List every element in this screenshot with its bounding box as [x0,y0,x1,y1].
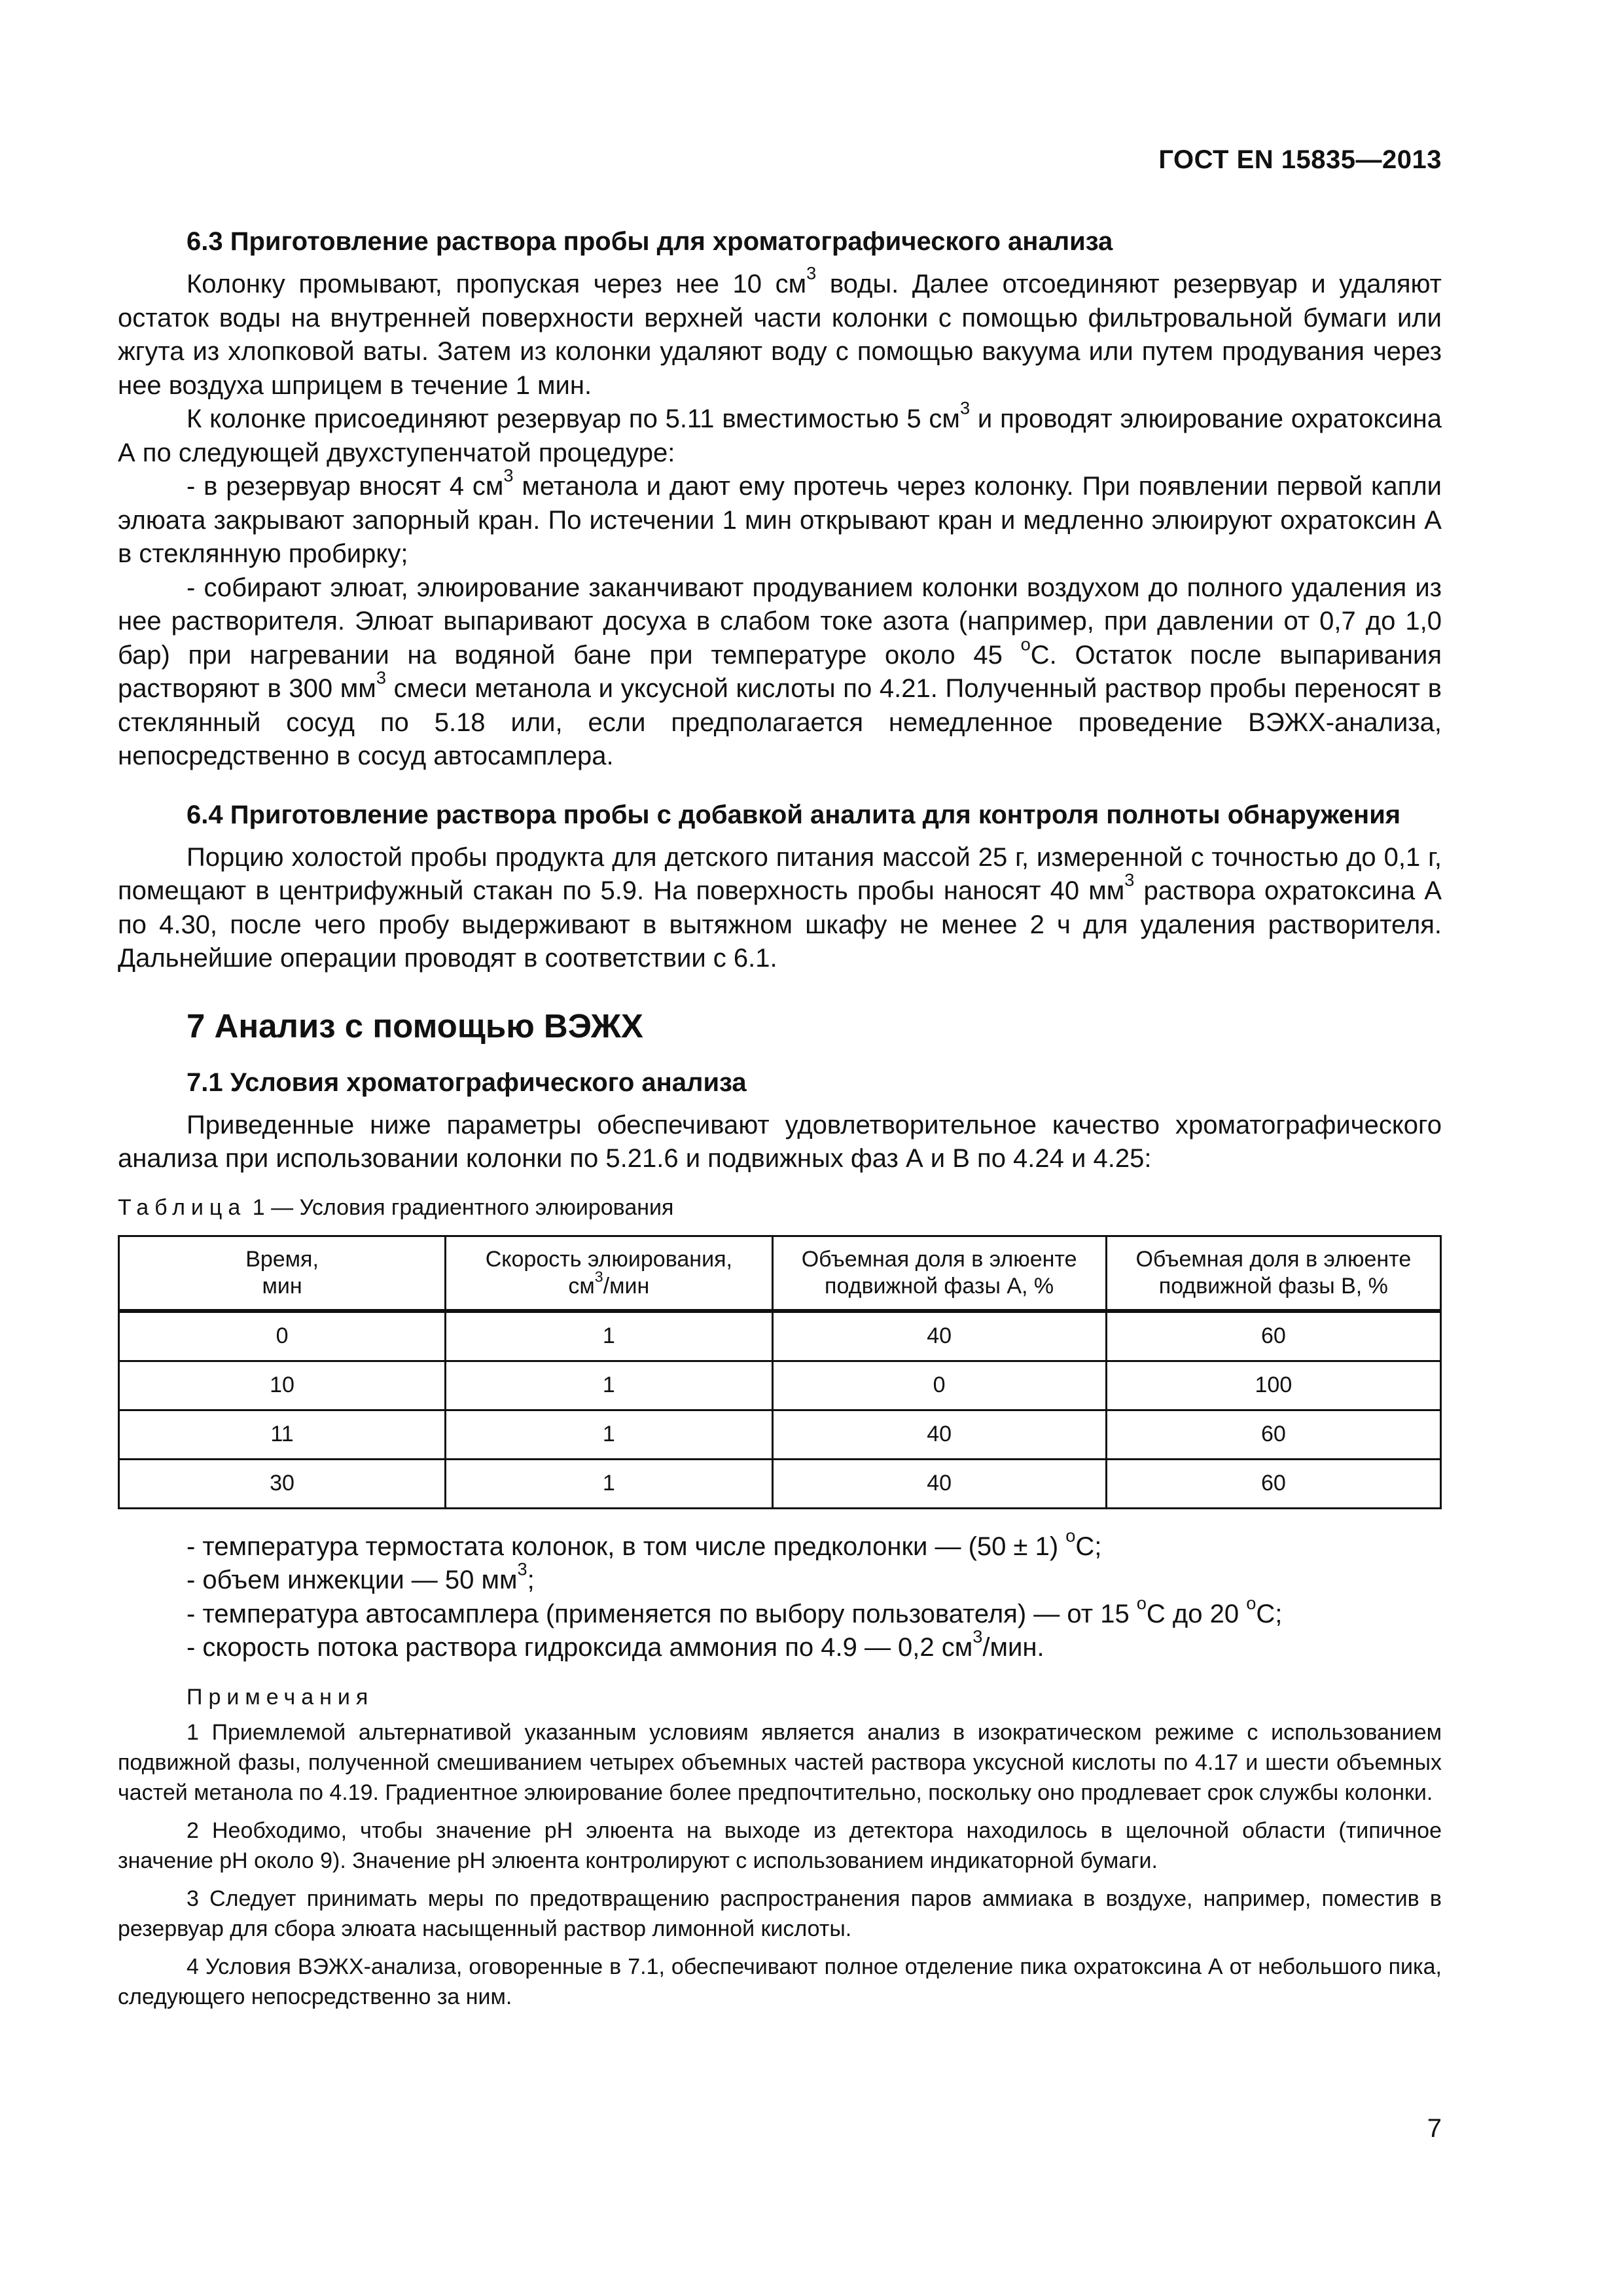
list-item: - объем инжекции — 50 $мм^3$; [187,1558,535,1594]
section-6-3-paragraph-1: Колонку промывают, пропуская через нее 10 $см^3$ воды. Далее отсоединяют резервуар и удаляют остаток воды на внутренней поверхности верхней части колонки с помощью фильтровальной бумаги или жгута из хлопковой ваты. Затем из колонки удаляют воду с помощью вакуума или путем продувания через нее воздуха шприцем в течение 1 мин. [118,262,1442,400]
section-6-4-title: 6.4 Приготовление раствора пробы с добавкой аналита для контроля полноты обнаружения [187,800,1401,829]
section-6-3-paragraph-2: К колонке присоединяют резервуар по 5.11 вместимостью 5 $см^3$ и проводят элюирование охратоксина А по следующей двухступенчатой процедуре: [118,397,1442,467]
section-6-4-paragraph-1: Порцию холостой пробы продукта для детского питания массой 25 г, измеренной с точностью до 0,1 г, помещают в центрифужный стакан по 5.9. На поверхность пробы наносят 40 $мм^3$ раствора охратоксина А по 4.30, после чего пробу выдерживают в вытяжном шкафу не менее 2 ч для удаления растворителя. Дальнейшие операции проводят в соответствии с 6.1. [118,842,1442,973]
section-6-3-title: 6.3 Приготовление раствора пробы для хроматографического анализа [187,227,1113,256]
table-cell: 60 [1106,1311,1440,1361]
header-phase-a: Объемная доля в элюенте подвижной фазы А, % [772,1236,1106,1311]
table-cell: 11 [119,1410,446,1459]
cube-superscript: 3 [1124,869,1135,890]
section-7-title: 7 Анализ с помощью ВЭЖХ [187,1007,643,1045]
section-6-3-step-1: - в резервуар вносят 4 $см^3$ метанола и дают ему протечь через колонку. При появлении первой капли элюата закрывают запорный кран. По истечении 1 мин открывают кран и медленно элюируют охратоксин А в стеклянную пробирку; [118,465,1442,568]
table-cell: 100 [1106,1361,1440,1410]
table-cell: 1 [446,1459,772,1508]
table-caption: Таблица 1 — Условия градиентного элюирования [118,1194,674,1220]
table-cell: 40 [772,1410,1106,1459]
header-time: Время, мин [119,1236,446,1311]
note-1: 1 Приемлемой альтернативой указанным условиям является анализ в изократическом режиме с использованием подвижной фазы, полученной смешиванием четырех объемных частей раствора уксусной кислоты по 4.17 и шести объемных частей метанола по 4.19. Градиентное элюирование более предпочтительно, поскольку оно продлевает срок службы колонки. [118,1719,1442,1805]
table-cell: 1 [446,1361,772,1410]
list-item: - температура автосамплера (применяется по выбору пользователя) — от 15 $^о$С до 20 $^о$С; [187,1592,1283,1628]
list-item: - температура термостата колонок, в том числе предколонки — (50 ± 1) $^о$С; [187,1525,1102,1561]
page-number: 7 [1427,2114,1442,2143]
table-cell: 30 [119,1459,446,1508]
section-7-1-title: 7.1 Условия хроматографического анализа [187,1067,747,1097]
analysis-parameters-list [118,1525,1442,1665]
gradient-elution-table [118,1235,1442,1509]
table-cell: 60 [1106,1410,1440,1459]
page-content [118,225,1442,2020]
cube-superscript: 3 [806,262,817,283]
table-cell: 60 [1106,1459,1440,1508]
table-cell: 40 [772,1311,1106,1361]
cube-superscript: 3 [503,465,514,486]
table-row [119,1311,1441,1361]
cube-superscript: 3 [376,667,386,688]
table-cell: 40 [772,1459,1106,1508]
table-cell: 10 [119,1361,446,1410]
table-cell: 1 [446,1311,772,1361]
table-cell: 1 [446,1410,772,1459]
document-id-header: ГОСТ EN 15835—2013 [1158,145,1442,174]
note-2: 2 Необходимо, чтобы значение рН элюента на выходе из детектора находилось в щелочной области (типичное значение рН около 9). Значение рН элюента контролируют с использованием индикаторной бумаги. [118,1818,1442,1873]
notes-block [118,1682,1442,2012]
section-7-1-paragraph-1: Приведенные ниже параметры обеспечивают удовлетворительное качество хроматографического анализа при использовании колонки по 5.21.6 и подвижных фаз А и В по 4.24 и 4.25: [118,1110,1442,1173]
degree-superscript: о [1020,634,1031,655]
header-phase-b: Объемная доля в элюенте подвижной фазы В, % [1106,1236,1440,1311]
list-item: - скорость потока раствора гидроксида аммония по 4.9 — 0,2 $см^3$/мин. [187,1626,1044,1662]
note-3: 3 Следует принимать меры по предотвращению распространения паров аммиака в воздухе, например, поместив в резервуар для сбора элюата насыщенный раствор лимонной кислоты. [118,1886,1442,1941]
cube-superscript: 3 [959,397,971,418]
table-header-row [119,1236,1441,1311]
table-row [119,1459,1441,1508]
header-elution-rate: Скорость элюирования, $см^3$/мин [446,1236,772,1311]
section-6-3-step-2: - собирают элюат, элюирование заканчивают продуванием колонки воздухом до полного удаления из нее растворителя. Элюат выпаривают досуха в слабом токе азота (например, при давлении от 0,7 до 1,0 бар) при нагревании на водяной бане при температуре около 45 $^о$С. Остаток после выпаривания растворяют в 300 $мм^3$ смеси метанола и уксусной кислоты по 4.21. Полученный раствор пробы переносят в стеклянный сосуд по 5.18 или, если предполагается немедленное проведение ВЭЖХ-анализа, непосредственно в сосуд автосамплера. [118,573,1442,770]
notes-title: Примечания [187,1684,374,1710]
note-4: 4 Условия ВЭЖХ-анализа, оговоренные в 7.1, обеспечивают полное отделение пика охратоксина А от небольшого пика, следующего непосредственно за ним. [118,1954,1442,2009]
table-row [119,1410,1441,1459]
table-cell: 0 [772,1361,1106,1410]
table-cell: 0 [119,1311,446,1361]
table-row [119,1361,1441,1410]
